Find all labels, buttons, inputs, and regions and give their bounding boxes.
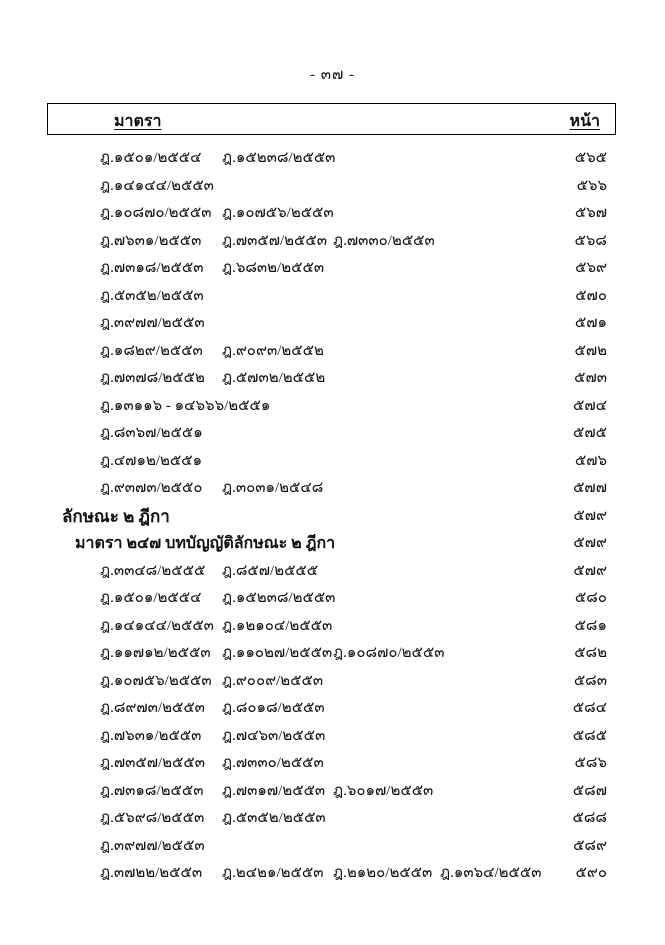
citation: ฎ.๑๓๑๑๖ - ๑๔๖๖๖/๒๕๕๑ (100, 397, 271, 414)
page-ref: ๕๗๓ (574, 370, 607, 386)
citation: ฎ.๗๓๕๗/๒๕๕๓ (100, 755, 205, 771)
page-ref: ๕๗๕ (573, 425, 607, 441)
citation: ฎ.๘๐๑๘/๒๕๕๓ (222, 700, 325, 716)
page-ref: ๕๗๐ (575, 287, 607, 304)
citation: ฎ.๙๐๙๓/๒๕๕๒ (222, 342, 324, 359)
citation: ฎ.๓๐๓๑/๒๕๔๘ (222, 480, 324, 496)
page-ref: ๕๙๐ (575, 865, 607, 881)
page-number: - ๓๗ - (309, 67, 356, 83)
page-ref: ๕๗๙ (573, 535, 607, 551)
citation: ฎ.๗๓๕๗/๒๕๕๓ (222, 232, 327, 249)
column-header-page: หน้า (569, 113, 600, 130)
page-ref: ๕๗๔ (573, 397, 607, 414)
subsection-heading: มาตรา ๒๔๗ บทบัญญัติลักษณะ ๒ ฎีกา (75, 535, 336, 552)
page-ref: ๕๘๙ (573, 837, 607, 854)
page-ref: ๕๖๗ (574, 205, 607, 221)
citation: ฎ.๖๐๑๗/๒๕๕๓ (333, 782, 434, 799)
citation: ฎ.๓๙๗๗/๒๕๕๓ (100, 315, 205, 331)
toc-row (0, 365, 665, 393)
citation: ฎ.๖๘๓๒/๒๕๕๓ (222, 260, 325, 276)
table-header (47, 103, 616, 135)
column-header-section: มาตรา (114, 113, 162, 130)
citation: ฎ.๑๐๗๕๖/๒๕๕๓ (222, 205, 334, 221)
citation: ฎ.๑๘๒๙/๒๕๕๓ (100, 342, 203, 359)
citation: ฎ.๙๐๐๙/๒๕๕๓ (222, 672, 324, 689)
page-ref: ๕๗๙ (573, 562, 607, 579)
page-ref: ๕๗๙ (573, 507, 607, 524)
toc-row (0, 668, 665, 696)
citation: ฎ.๒๔๒๑/๒๕๕๓ (222, 865, 324, 881)
toc-row (0, 393, 665, 421)
citation: ฎ.๕๓๕๒/๒๕๕๓ (222, 810, 326, 826)
page-ref: ๕๘๑ (574, 617, 607, 634)
page-ref: ๕๗๑ (574, 315, 607, 331)
citation: ฎ.๑๔๑๔๔/๒๕๕๓ (100, 177, 214, 194)
toc-row (0, 750, 665, 778)
page-ref: ๕๖๖ (576, 177, 607, 194)
citation: ฎ.๓๓๔๘/๒๕๕๕ (100, 562, 206, 579)
toc-row (0, 778, 665, 806)
toc-rows (0, 145, 665, 888)
toc-row (0, 613, 665, 641)
citation: ฎ.๓๗๒๒/๒๕๕๓ (100, 865, 203, 881)
citation: ฎ.๑๓๖๔/๒๕๕๓ (440, 865, 542, 881)
toc-row (0, 228, 665, 256)
citation: ฎ.๑๐๗๕๖/๒๕๕๓ (100, 672, 212, 689)
page-ref: ๕๖๘ (574, 232, 607, 249)
citation: ฎ.๔๗๑๒/๒๕๕๑ (100, 452, 203, 469)
page-ref: ๕๘๖ (574, 755, 607, 771)
toc-row (0, 310, 665, 338)
toc-row (0, 833, 665, 861)
citation: ฎ.๗๓๑๘/๒๕๕๓ (100, 782, 204, 799)
toc-row (0, 338, 665, 366)
citation: ฎ.๑๐๘๗๐/๒๕๕๓ (333, 645, 445, 661)
citation: ฎ.๑๑๗๑๒/๒๕๕๓ (100, 645, 211, 661)
toc-row (0, 860, 665, 888)
section-heading: ลักษณะ ๒ ฎีกา (62, 506, 170, 526)
page-ref: ๕๗๒ (574, 342, 607, 359)
page-ref: ๕๘๘ (572, 810, 607, 826)
toc-row (0, 200, 665, 228)
toc-row (0, 585, 665, 613)
citation: ฎ.๘๕๗/๒๕๕๕ (222, 562, 319, 579)
citation: ฎ.๑๑๐๒๗/๒๕๕๓ (222, 645, 333, 661)
page-ref: ๕๘๐ (574, 590, 607, 606)
toc-row (0, 420, 665, 448)
toc-row (0, 475, 665, 503)
citation: ฎ.๑๕๐๑/๒๕๕๔ (100, 590, 202, 606)
toc-row (0, 255, 665, 283)
citation: ฎ.๘๓๖๗/๒๕๕๑ (100, 425, 203, 441)
page-ref: ๕๘๓ (573, 672, 607, 689)
citation: ฎ.๗๖๓๑/๒๕๕๓ (100, 232, 202, 249)
toc-row (0, 145, 665, 173)
citation: ฎ.๘๙๗๓/๒๕๕๓ (100, 700, 205, 716)
page-ref: ๕๖๕ (574, 150, 607, 166)
citation: ฎ.๕๗๓๒/๒๕๕๒ (222, 370, 326, 386)
citation: ฎ.๗๓๓๐/๒๕๕๓ (222, 755, 324, 771)
citation: ฎ.๗๓๓๐/๒๕๕๓ (333, 232, 435, 249)
toc-row (0, 640, 665, 668)
toc-row (0, 695, 665, 723)
citation: ฎ.๗๔๖๓/๒๕๕๓ (222, 727, 326, 744)
page-ref: ๕๖๙ (575, 260, 607, 276)
citation: ฎ.๕๖๙๘/๒๕๕๓ (100, 810, 205, 826)
citation: ฎ.๗๓๗๘/๒๕๕๒ (100, 370, 205, 386)
citation: ฎ.๗๓๑๘/๒๕๕๓ (100, 260, 204, 276)
toc-row (0, 530, 665, 558)
page-ref: ๕๘๕ (572, 727, 607, 744)
citation: ฎ.๑๐๘๗๐/๒๕๕๓ (100, 205, 212, 221)
toc-row (0, 805, 665, 833)
toc-row (0, 723, 665, 751)
toc-row (0, 283, 665, 311)
citation: ฎ.๑๕๒๓๘/๒๕๕๓ (222, 590, 336, 606)
toc-row (0, 558, 665, 586)
citation: ฎ.๒๑๒๐/๒๕๕๓ (333, 865, 433, 881)
citation: ฎ.๑๒๑๐๔/๒๕๕๓ (222, 617, 333, 634)
citation: ฎ.๑๕๐๑/๒๕๕๔ (100, 150, 202, 166)
page-ref: ๕๗๖ (574, 452, 607, 469)
page-ref: ๕๘๔ (572, 700, 607, 716)
citation: ฎ.๑๔๑๔๔/๒๕๕๓ (100, 617, 214, 634)
citation: ฎ.๗๓๑๗/๒๕๕๓ (222, 782, 326, 799)
page-ref: ๕๗๗ (573, 480, 607, 496)
toc-row (0, 503, 665, 531)
page-ref: ๕๘๒ (574, 645, 607, 661)
citation: ฎ.๑๕๒๓๘/๒๕๕๓ (222, 150, 336, 166)
citation: ฎ.๗๖๓๑/๒๕๕๓ (100, 727, 202, 744)
page-ref: ๕๘๗ (572, 782, 607, 799)
citation: ฎ.๓๙๗๗/๒๕๕๓ (100, 837, 205, 854)
toc-row (0, 448, 665, 476)
toc-row (0, 173, 665, 201)
citation: ฎ.๙๓๗๓/๒๕๕๐ (100, 480, 203, 496)
citation: ฎ.๕๓๕๒/๒๕๕๓ (100, 287, 204, 304)
